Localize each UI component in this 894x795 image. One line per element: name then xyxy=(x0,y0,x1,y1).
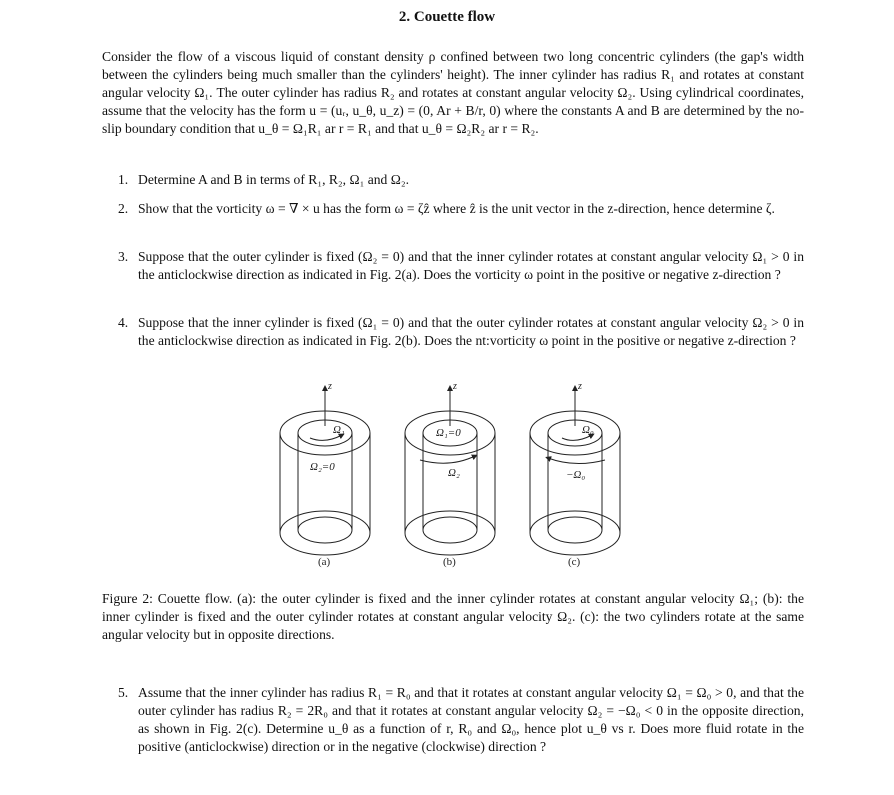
question-1 xyxy=(118,171,804,189)
question-3 xyxy=(118,248,804,284)
panel-a xyxy=(280,381,370,568)
panel-label: (a) xyxy=(318,556,331,568)
panel-b xyxy=(405,381,495,568)
question-text: Show that the vorticity ω = ∇ × u has the form ω = ζẑ where ẑ is the unit vector in the z-direction, hence determine ζ. xyxy=(138,201,775,216)
outer-omega-label: Ω₂ xyxy=(448,467,460,479)
panel-c xyxy=(530,381,620,568)
couette-diagram xyxy=(270,378,630,573)
section-title: 2. Couette flow xyxy=(398,9,496,25)
panel-label: (c) xyxy=(568,556,581,568)
outer-omega-label: Ω₂=0 xyxy=(310,461,335,473)
z-axis-label: z xyxy=(328,381,332,392)
question-number: 2. xyxy=(118,201,129,216)
inner-omega-label: Ω₁ xyxy=(333,424,345,436)
question-5 xyxy=(118,684,804,756)
question-number: 4. xyxy=(118,315,129,330)
question-text: Determine A and B in terms of R₁, R₂, Ω₁ and Ω₂. xyxy=(138,172,409,187)
question-number: 5. xyxy=(118,685,129,700)
figure-caption: Figure 2: Couette flow. (a): the outer cylinder is fixed and the inner cylinder rotates at constant angular velocity Ω₁; (b): the inner cylinder is fixed and the outer cylinder rotates at constant angular velocity Ω₂. (c): the two cylinders rotate at the same angular velocity but in opposite directions. xyxy=(102,591,804,642)
question-number: 1. xyxy=(118,172,129,187)
inner-omega-label: Ω₀ xyxy=(582,424,594,436)
question-text: Suppose that the outer cylinder is fixed (Ω₂ = 0) and that the inner cylinder rotates at constant angular velocity Ω₁ > 0 in the anticlockwise direction as indicated in Fig. 2(a). Does the vorticity ω point in the positive or negative z-direction ? xyxy=(138,249,804,282)
outer-omega-label: −Ω₀ xyxy=(566,469,586,481)
z-axis-label: z xyxy=(453,381,457,392)
figure-2 xyxy=(270,378,630,573)
question-number: 3. xyxy=(118,249,129,264)
inner-omega-label: Ω₁=0 xyxy=(436,427,461,439)
question-2 xyxy=(118,200,804,218)
question-text: Assume that the inner cylinder has radius R₁ = R₀ and that it rotates at constant angular velocity Ω₁ = Ω₀ > 0, and that the outer cylinder has radius R₂ = 2R₀ and that it rotates at constant angular velocity Ω₂ = −Ω₀ < 0 in the opposite direction, as shown in Fig. 2(c). Determine u_θ as a function of r, R₀ and Ω₀, hence plot u_θ vs r. Does more fluid rotate in the positive (anticlockwise) direction or in the negative (clockwise) direction ? xyxy=(138,685,804,754)
z-axis-label: z xyxy=(578,381,582,392)
panel-label: (b) xyxy=(443,556,456,568)
intro-paragraph: Consider the flow of a viscous liquid of constant density ρ confined between two long concentric cylinders (the gap's width between the cylinders being much smaller than the cylinders' height). The inner cylinder has radius R₁ and rotates at constant angular velocity Ω₁. The outer cylinder has radius R₂ and rotates at constant angular velocity Ω₂. Using cylindrical coordinates, assume that the velocity has the form u = (uᵣ, u_θ, u_z) = (0, Ar + B/r, 0) where the constants A and B are determined by the no-slip boundary condition that u_θ = Ω₁R₁ ar r = R₁ and that u_θ = Ω₂R₂ ar r = R₂. xyxy=(102,49,804,136)
question-4 xyxy=(118,314,804,350)
question-text: Suppose that the inner cylinder is fixed (Ω₁ = 0) and that the outer cylinder rotates at constant angular velocity Ω₂ > 0 in the anticlockwise direction as indicated in Fig. 2(b). Does the nt:vorticity ω point in the positive or negative z-direction ? xyxy=(138,315,804,348)
